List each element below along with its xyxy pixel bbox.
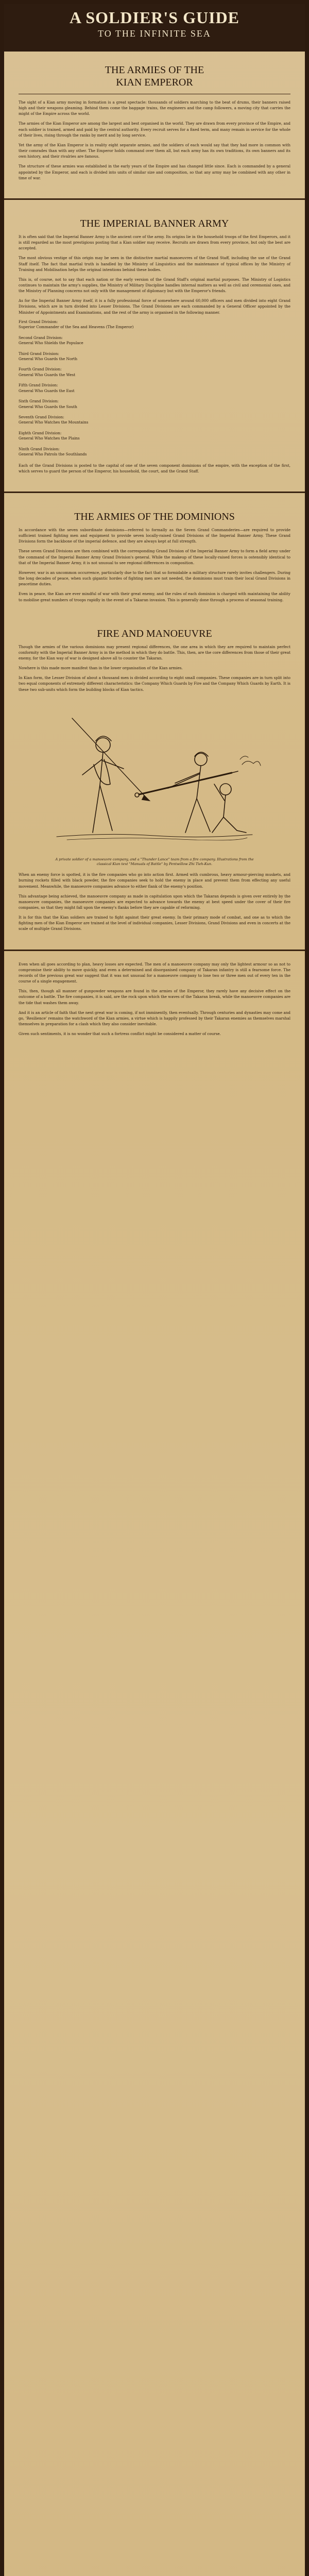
page-subtitle: TO THE INFINITE SEA xyxy=(98,28,211,39)
soldiers-ink-drawing xyxy=(46,698,263,852)
section-divider xyxy=(4,198,305,200)
paragraph: The structure of these armies was established in the early years of the Empire and has changed little since. Each is commanded by a general appointed by the Emperor, and each is divided into units of similar size and composition, so that any army may be combined with any other in time of war. xyxy=(19,164,290,180)
dominions-section xyxy=(4,498,305,615)
page-footer xyxy=(4,1049,305,1070)
closing-section xyxy=(4,956,305,1049)
fire-section-title: FIRE AND MANOEUVRE xyxy=(97,628,212,639)
list-item: Sixth Grand Division: General Who Guards the South xyxy=(19,399,77,409)
section-divider xyxy=(4,950,305,951)
soldier-illustration xyxy=(19,698,290,852)
paragraph: Even when all goes according to plan, heavy losses are expected. The men of a manoeuvre company may only the lightest armour so as not to compromise their ability to move quickly, and even a determined and disorganised company of Takaran infantry is still a fearsome force. The records of the previous great war suggest that it was not unusual for a manoeuvre company to lose two or three men out of every ten in the course of a single engagement. xyxy=(19,961,290,984)
paragraph: The armies of the Kian Emperor are among the largest and best organised in the world. They are drawn from every province of the Empire, and each soldier is trained, armed and paid by the central authority. Every recruit serves for a fixed term, and many remain in service for the whole of their lives, rising through the ranks by merit and by long service. xyxy=(19,121,290,138)
page-header xyxy=(4,4,305,52)
paragraph: This is, of course, not to say that each nation or the early version of the Grand Staff's original martial purposes. The Ministry of Logistics continues to maintain the army's supplies, the Ministry of Military Discipline handles internal matters as well as civil and ceremonial ones, and the Ministry of Planning concerns not only with the management of diplomacy but with the Emperor's friends. xyxy=(19,277,290,294)
paragraph: It is for this that the Kian soldiers are trained to fight against their great enemy. In their primary mode of combat, and one as to which the fighting men of the Kian Emperor are trained at the level of individual companies, Lesser Divisions, Grand Divisions and even in concerts at the scale of multiple Grand Divisions. xyxy=(19,915,290,931)
paragraph: When an enemy force is spotted, it is the fire companies who go into action first. Armed with cumbrous, heavy armour-piercing muskets, and burning rockets filled with black powder, the fire companies seek to hold the enemy in place and prevent them from effecting any useful movement. Meanwhile, the manoeuvre companies advance to either flank of the enemy's position. xyxy=(19,872,290,889)
list-item: Third Grand Division: General Who Guards the North xyxy=(19,351,78,361)
paragraph: These seven Grand Divisions are then combined with the corresponding Grand Division of the Imperial Banner Army to form a field army under the command of the Imperial Banner Army Grand Division's general. While the makeup of these locally-raised forces is ostensibly identical to that of the Imperial Banner Army, it is not unusual to see regional differences in composition. xyxy=(19,549,290,565)
paragraph: It is often said that the Imperial Banner Army is the ancient core of the army. Its origins lie in the household troops of the first Emperors, and it is still regarded as the most prestigious posting that a Kian soldier may receive. Recruits are drawn from every province, but only the best are accepted. xyxy=(19,234,290,251)
paragraph: This advantage being achieved, the manoeuvre company as made in capitulation upon which the Takaran depends is given over entirely by the manoeuvre companies, the manoeuvre companies are expected to advance towards the enemy at best speed under the cover of their fire companies, so that they might fall upon the enemy's flanks before they are capable of reforming. xyxy=(19,893,290,910)
list-item: Eighth Grand Division: General Who Watches the Plains xyxy=(19,430,80,441)
page-title: A SOLDIER'S GUIDE xyxy=(70,8,239,27)
paragraph: In Kian form, the Lesser Division of about a thousand men is divided according to eight small companies. These companies are in turn split into two equal components of extremely different characteristics: the Company Which Guards by Fire and the Company Which Guards by Earth. It is these two sub-units which form the building blocks of Kian tactics. xyxy=(19,675,290,692)
paragraph: Nowhere is this made more manifest than in the lower organisation of the Kian armies. xyxy=(19,666,183,671)
paragraph: Though the armies of the various dominions may present regional differences, the one area in which they are required to maintain perfect conformity with the Imperial Banner Army is in the method in which they do battle. This, then, are the core differences from those of their great enemy, for the Kian way of war is designed above all to counter the Takaran. xyxy=(19,644,290,660)
paragraph: However, war is an uncommon occurrence, particularly due to the fact that so formidable a military structure rarely invites challengers. During the long decades of peace, when such gigantic hordes of fighting men are not needed, the dominions must train their local Grand Divisions in peacetime duties. xyxy=(19,570,290,587)
kian-section xyxy=(4,52,305,193)
illustration-caption: A private soldier of a manoeuvre company, and a "Thunder Lance" team from a fire company. Illustrations from the classical Kian text "Manuals of Battle" by Pentwillow Zhi Tieh-Kun. xyxy=(55,857,254,866)
section-divider xyxy=(4,492,305,493)
banner-section xyxy=(4,205,305,486)
paragraph: In accordance with the seven subordinate dominions—referred to formally as the Seven Grand Commanderies—are required to provide sufficient trained fighting men and equipment to provide seven locally-raised Grand Divisions of the Imperial Banner Army. These Grand Divisions form the backbone of the imperial defence, and they are always kept at full strength. xyxy=(19,527,290,544)
list-item: Seventh Grand Division: General Who Watches the Mountains xyxy=(19,415,89,425)
list-item: Second Grand Division: General Who Shields the Populace xyxy=(19,335,83,346)
paragraph: Even in peace, the Kian are ever mindful of war with their great enemy, and the rules of each dominion is charged with maintaining the ability to mobilise great numbers of troops rapidly in the event of a Takaran invasion. This is generally done through a process of seasonal training. xyxy=(19,591,290,602)
paragraph: The most obvious vestige of this origin may be seen in the distinctive martial manoeuvres of the Grand Staff, including the use of the Grand Staff itself. The fact that martial truth is handled by the Ministry of Linguistics and the maintenance of typical offices by the Ministry of Training and Mobilisation helps the original intentions behind these bodies. xyxy=(19,256,290,272)
list-item: Fifth Grand Division: General Who Guards the East xyxy=(19,383,75,393)
paragraph: And it is an article of faith that the next great war is coming, if not imminently, then eventually. Through centuries and dynasties may come and go, 'Resilience' remains the watchword of the Kian armies, a virtue which is happily professed by their Takaran enemies as themselves marshal themselves in preparation for a clash which they also consider inevitable. xyxy=(19,1010,290,1026)
list-item: Fourth Grand Division: General Who Guards the West xyxy=(19,367,76,377)
paragraph: Given such sentiments, it is no wonder that such a fortress conflict might be considered a matter of course. xyxy=(19,1031,221,1037)
fire-section xyxy=(4,615,305,944)
paragraph: Each of the Grand Divisions is posted to the capital of one of the seven component dominions of the empire, with the exception of the first, which serves to guard the person of the Emperor, his household, the court, and the Grand Staff. xyxy=(19,463,290,473)
guide-page xyxy=(4,4,305,2576)
list-item: First Grand Division: Superior Commander of the Sea and Heavens (The Emperor) xyxy=(19,319,134,330)
paragraph: The sight of a Kian army moving in formation is a great spectacle: thousands of soldiers marching to the beat of drums, their banners raised high and their weapons gleaming. Behind them come the baggage trains, the engineers and the camp followers, a moving city that carries the might of the Empire across the world. xyxy=(19,100,290,116)
paragraph: This, then, though all manner of gunpowder weapons are found in the armies of the Emperor, they rarely have any decisive effect on the outcome of a battle. The fire companies, it is said, are the rock upon which the waves of the Takaran break, while the manoeuvre companies are the tide that washes them away. xyxy=(19,989,290,1005)
grand-division-list xyxy=(19,319,290,457)
list-item: Ninth Grand Division: General Who Patrols the Southlands xyxy=(19,446,87,457)
kian-section-title: THE ARMIES OF THE KIAN EMPEROR xyxy=(105,64,204,88)
banner-section-title: THE IMPERIAL BANNER ARMY xyxy=(80,217,229,229)
dominions-section-title: THE ARMIES OF THE DOMINIONS xyxy=(74,511,235,522)
paragraph: Yet the army of the Kian Emperor is in reality eight separate armies, and the soldiers of each would say that they had more in common with their comrades than with any other. The Emperor holds command over them all, but each army has its own traditions, its own banners and its own history, and their rivalries are famous. xyxy=(19,142,290,159)
paragraph: As for the Imperial Banner Army itself, it is a fully professional force of somewhere around 60,000 officers and men divided into eight Grand Divisions, which are in turn divided into Lesser Divisions. The Grand Divisions are each commanded by a General Officer appointed by the Minister of Appointments and Examinations, and the rest of the army is organised in the following manner. xyxy=(19,298,290,315)
